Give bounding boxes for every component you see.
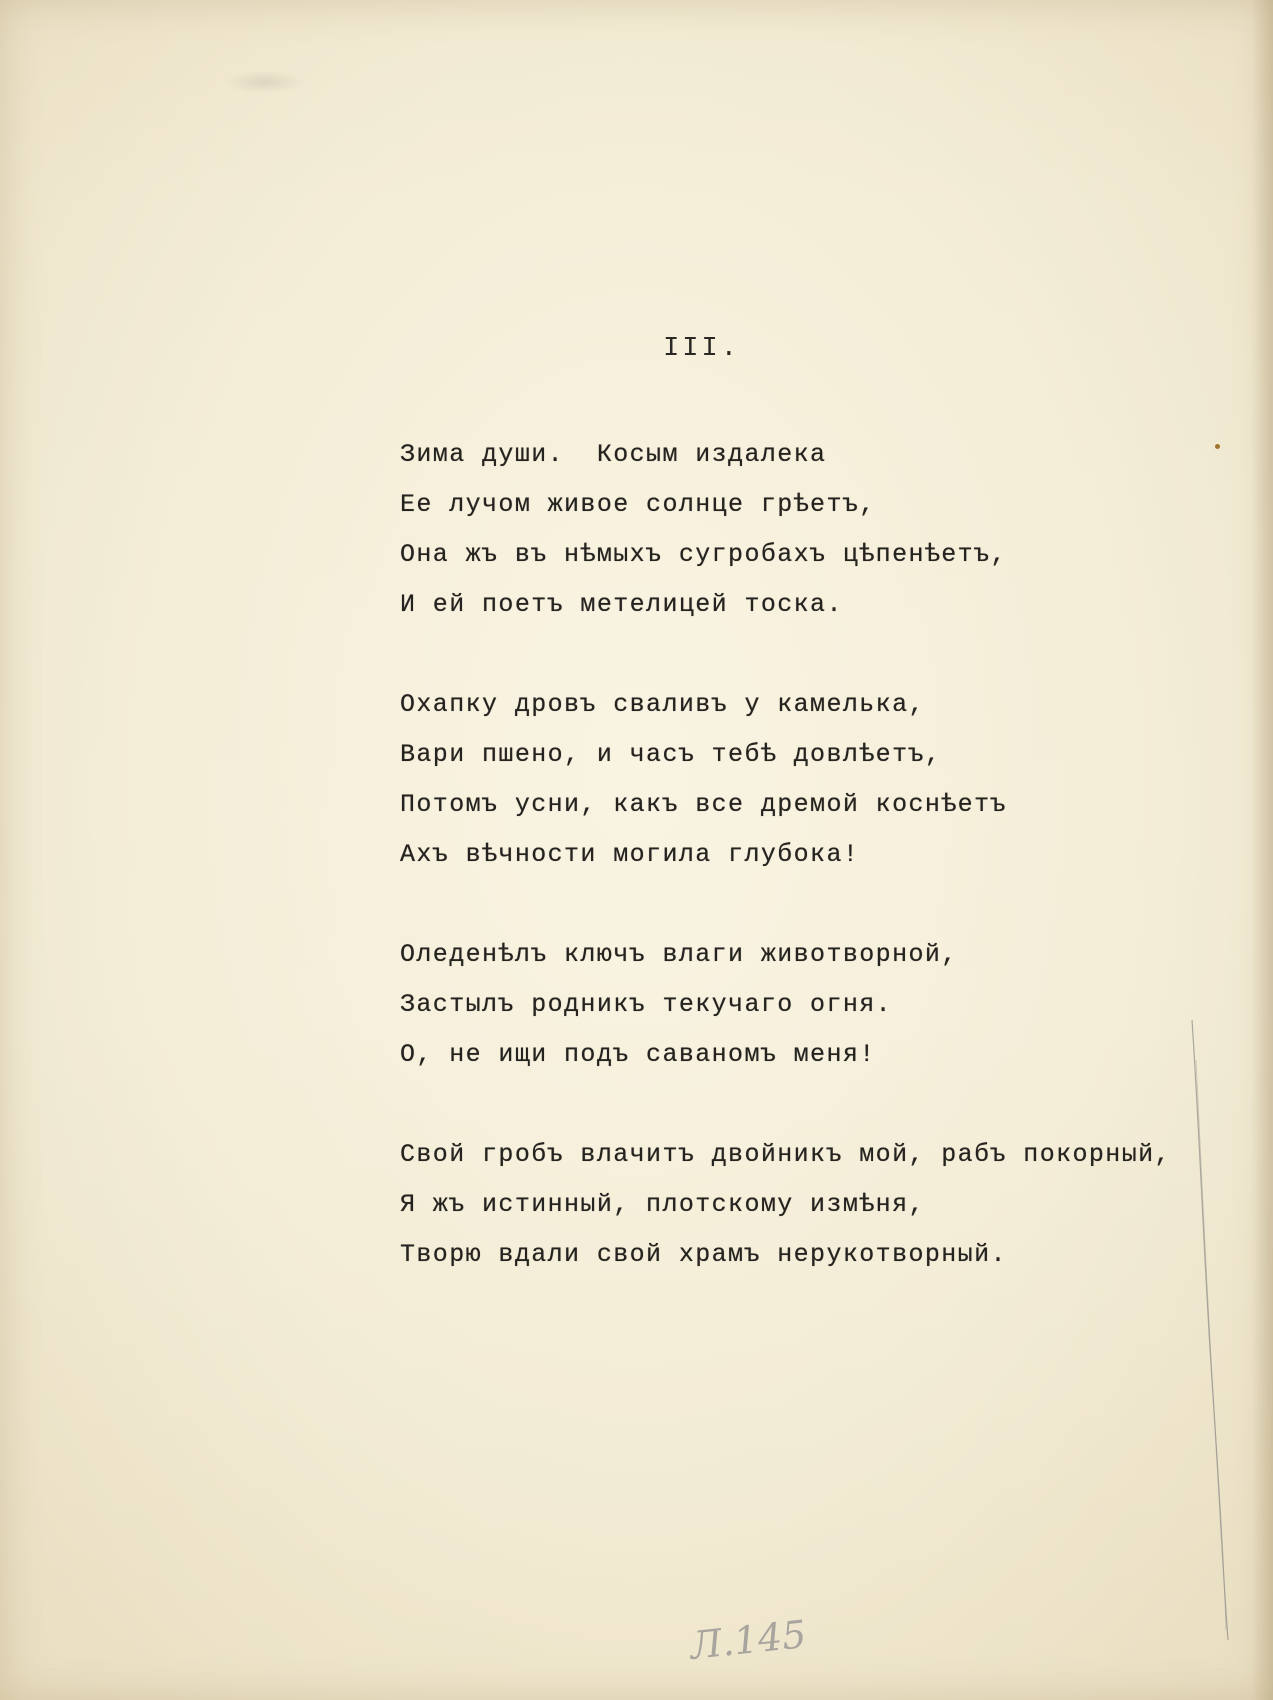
poem-line: И ей поетъ метелицей тоска. — [400, 590, 843, 619]
poem-line: Вари пшено, и часъ тебѣ довлѣетъ, — [400, 740, 942, 769]
poem-line: Оледенѣлъ ключъ влаги животворной, — [400, 940, 958, 969]
poem-line: Творю вдали свой храмъ нерукотворный. — [400, 1240, 1007, 1269]
stanza-1 — [400, 436, 1171, 636]
poem-line: Зима души. Косым издалека — [400, 440, 827, 469]
poem-line: Застылъ родникъ текучаго огня. — [400, 990, 893, 1019]
stanza-2 — [400, 686, 1171, 886]
poem-line: Свой гробъ влачитъ двойникъ мой, рабъ покорный, — [400, 1140, 1171, 1169]
poem-number-heading: III. — [663, 334, 740, 364]
stanza-4 — [400, 1136, 1171, 1286]
poem-line: Она жъ въ нѣмыхъ сугробахъ цѣпенѣетъ, — [400, 540, 1007, 569]
paper-speck — [1215, 444, 1220, 449]
poem-body — [400, 436, 1171, 1336]
poem-line: Охапку дровъ сваливъ у камелька, — [400, 690, 925, 719]
poem-line: Ахъ вѣчности могила глубока! — [400, 840, 860, 869]
ink-smudge — [225, 70, 305, 94]
folio-number: Л.145 — [688, 1612, 809, 1668]
poem-line: Потомъ усни, какъ все дремой коснѣетъ — [400, 790, 1007, 819]
poem-line: Ее лучом живое солнце грѣетъ, — [400, 490, 876, 519]
pencil-margin-line — [1190, 1020, 1230, 1640]
paper-edge — [1251, 0, 1273, 1700]
stanza-3 — [400, 936, 1171, 1086]
poem-line: Я жъ истинный, плотскому измѣня, — [400, 1190, 925, 1219]
poem-line: О, не ищи подъ саваномъ меня! — [400, 1040, 876, 1069]
